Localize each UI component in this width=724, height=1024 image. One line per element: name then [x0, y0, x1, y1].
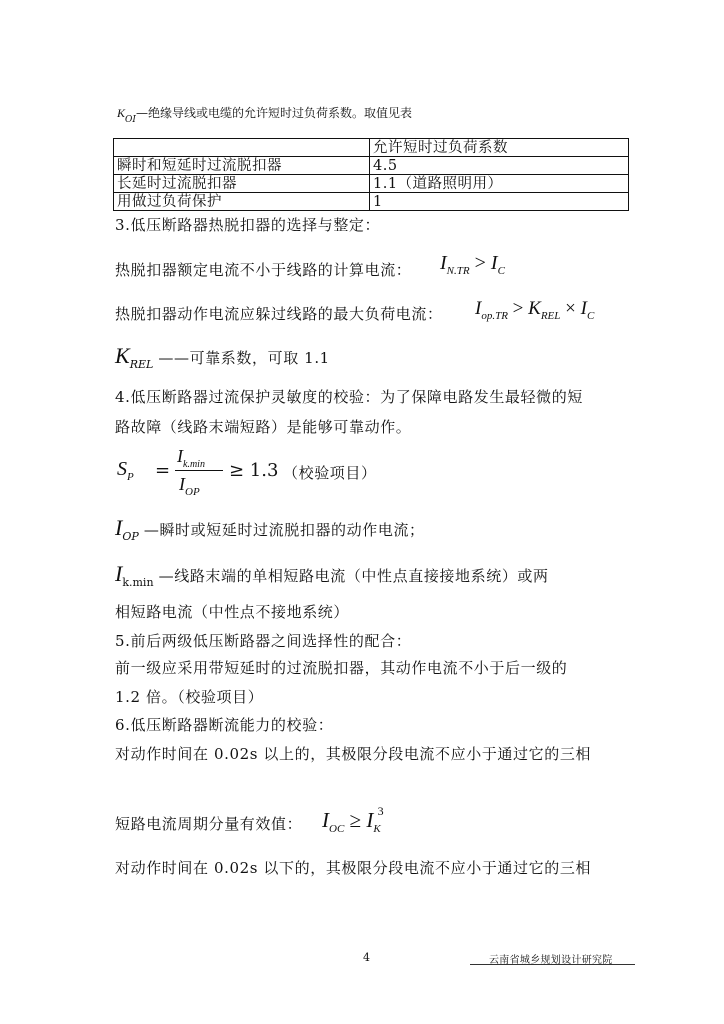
action-current-text: 热脱扣器动作电流应躲过线路的最大负荷电流： [115, 305, 443, 323]
table-cell: 1.1（道路照明用） [370, 175, 629, 193]
table-cell: 1 [370, 193, 629, 211]
table-row [114, 157, 629, 175]
iop-definition: $I_{OP}$ —瞬时或短延时过流脱扣器的动作电流； [115, 515, 425, 543]
section-6-line-3: 对动作时间在 0.02s 以下的，其极限分段电流不应小于通过它的三相 [115, 859, 592, 877]
section-6-line-2: 短路电流周期分量有效值： [115, 815, 303, 833]
sensitivity-formula: $S_P$ = $I_{k.min}$ $I_{OP}$ ≥ 1.3 （校验项目） [117, 446, 377, 498]
rated-current-text: 热脱扣器额定电流不小于线路的计算电流： [115, 261, 412, 279]
ikmin-definition: $I_{k.min}$ —线路末端的单相短路电流（中性点直接接地系统）或两 [115, 561, 549, 589]
rated-current-formula: $I_{N.TR} > I_C$ [440, 252, 505, 277]
fraction-bar [175, 470, 223, 471]
intro-text: —绝缘导线或电缆的允许短时过负荷系数。取值见表 [135, 106, 412, 120]
symbol-k-sub: OI [125, 115, 136, 125]
overload-coefficient-table [113, 138, 629, 211]
section-4-line-1: 4.低压断路器过流保护灵敏度的校验：为了保障电路发生最轻微的短 [115, 388, 583, 406]
table-cell: 用做过负荷保护 [114, 193, 370, 211]
section-6-title: 6.低压断路器断流能力的校验： [115, 716, 334, 734]
table-cell: 4.5 [370, 157, 629, 175]
page-number: 4 [363, 951, 370, 964]
table-cell: 瞬时和短延时过流脱扣器 [114, 157, 370, 175]
section-5-title: 5.前后两级低压断路器之间选择性的配合： [115, 632, 412, 650]
breaking-capacity-formula: $I_{OC} \ge I_K^3$ [322, 804, 384, 835]
symbol-k: K [117, 106, 126, 120]
action-current-formula: $I_{op.TR} > K_{REL} \times I_C$ [475, 298, 595, 322]
table-header-row [114, 139, 629, 157]
table-header-cell: 允许短时过负荷系数 [370, 139, 629, 157]
table-row [114, 175, 629, 193]
ikmin-continuation: 相短路电流（中性点不接地系统） [115, 603, 350, 621]
intro-line [117, 104, 412, 125]
footer-org: 云南省城乡规划设计研究院 [489, 955, 613, 966]
footer-rule [470, 964, 635, 965]
table-cell: 长延时过流脱扣器 [114, 175, 370, 193]
krel-definition: $K_{REL}$ ——可靠系数，可取 1.1 [115, 343, 330, 371]
section-4-line-2: 路故障（线路末端短路）是能够可靠动作。 [115, 418, 412, 436]
section-5-line-1: 前一级应采用带短延时的过流脱扣器，其动作电流不小于后一级的 [115, 659, 568, 677]
table-header-cell [114, 139, 370, 157]
section-3-title: 3.低压断路器热脱扣器的选择与整定： [115, 216, 381, 234]
section-6-line-1: 对动作时间在 0.02s 以上的，其极限分段电流不应小于通过它的三相 [115, 745, 592, 763]
section-5-line-2: 1.2 倍。（校验项目） [115, 688, 264, 706]
table-row [114, 193, 629, 211]
